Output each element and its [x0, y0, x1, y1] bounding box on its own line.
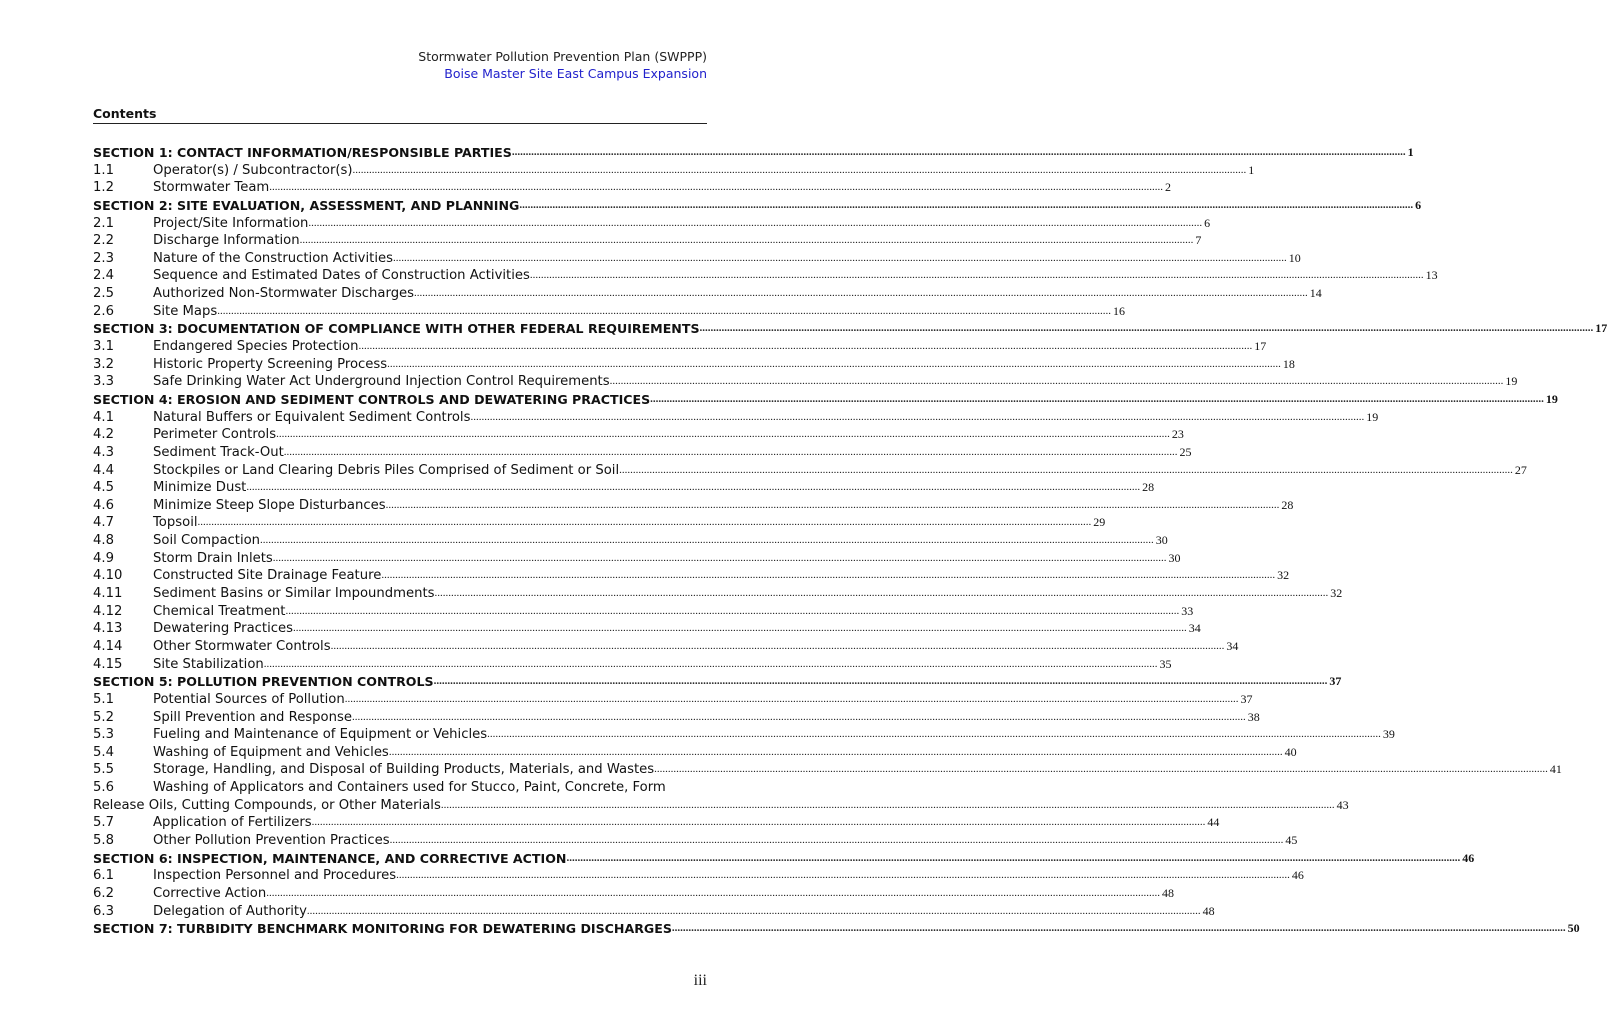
dot-leader	[441, 797, 1335, 815]
toc-entry-page: 46	[1291, 868, 1304, 883]
toc-entry-page: 39	[1382, 727, 1395, 742]
toc-entry-page: 13	[1425, 268, 1438, 283]
toc-entry-title: Nature of the Construction Activities	[153, 250, 393, 266]
toc-entry[interactable]	[93, 409, 1379, 427]
toc-section-entry[interactable]	[93, 320, 1607, 338]
toc-entry-title: SECTION 5: POLLUTION PREVENTION CONTROLS	[93, 674, 434, 690]
toc-section-entry[interactable]	[93, 920, 1580, 938]
toc-entry-page: 50	[1567, 921, 1580, 936]
toc-entry-title: Discharge Information	[153, 233, 300, 249]
toc-entry-number: 4.4	[93, 462, 114, 478]
toc-entry-page: 16	[1112, 303, 1125, 318]
dot-leader	[396, 867, 1290, 885]
toc-entry-title: Authorized Non-Stormwater Discharges	[153, 286, 415, 302]
toc-entry-title: Other Stormwater Controls	[153, 638, 331, 654]
dot-leader	[273, 550, 1167, 568]
toc-entry-title: Sediment Basins or Similar Impoundments	[153, 586, 435, 602]
dot-leader	[512, 144, 1406, 162]
toc-entry-page: 34	[1226, 638, 1239, 653]
toc-entry-number: 5.6	[93, 780, 114, 796]
toc-entry[interactable]	[93, 779, 707, 797]
toc-entry-page: 17	[1254, 339, 1267, 354]
dot-leader	[331, 638, 1225, 656]
dot-leader	[389, 744, 1283, 762]
toc-entry[interactable]	[93, 444, 1192, 462]
toc-entry-page: 32	[1277, 568, 1290, 583]
toc-section-entry[interactable]	[93, 197, 1422, 215]
toc-entry[interactable]	[93, 691, 1253, 709]
toc-section-entry[interactable]	[93, 673, 1342, 691]
toc-entry[interactable]	[93, 585, 1343, 603]
toc-entry-number: 2.2	[93, 233, 114, 249]
page-number: iii	[693, 972, 707, 989]
toc-entry-page: 37	[1329, 674, 1342, 689]
toc-entry-title: SECTION 4: EROSION AND SEDIMENT CONTROLS AND DEWATERING PRACTICES	[93, 391, 651, 407]
toc-entry-title: Stormwater Team	[153, 180, 270, 196]
toc-entry-number: 4.12	[93, 603, 123, 619]
toc-entry[interactable]	[93, 338, 1267, 356]
toc-entry-number: 5.1	[93, 691, 114, 707]
toc-entry[interactable]	[93, 514, 1106, 532]
dot-leader	[650, 391, 1544, 409]
toc-entry-title: Potential Sources of Pollution	[153, 691, 345, 707]
toc-entry-page: 48	[1202, 903, 1215, 918]
toc-entry-page: 43	[1336, 797, 1349, 812]
toc-entry-title: Minimize Dust	[153, 480, 247, 496]
dot-leader	[269, 179, 1163, 197]
toc-entry-number: 5.2	[93, 709, 114, 725]
toc-entry-number: 2.1	[93, 215, 114, 231]
toc-entry[interactable]	[93, 267, 1438, 285]
toc-entry-title: Minimize Steep Slope Disturbances	[153, 497, 386, 513]
toc-entry[interactable]	[93, 232, 1202, 250]
toc-entry-number: 5.4	[93, 744, 114, 760]
dot-leader	[312, 814, 1206, 832]
toc-entry-number: 6.3	[93, 903, 114, 919]
toc-entry[interactable]	[93, 709, 1260, 727]
dot-leader	[345, 691, 1239, 709]
toc-entry-page: 41	[1549, 762, 1562, 777]
toc-entry-page: 34	[1188, 621, 1201, 636]
toc-entry-title: Constructed Site Drainage Feature	[153, 568, 382, 584]
toc-entry-page: 18	[1282, 356, 1295, 371]
toc-entry-number: 3.2	[93, 356, 114, 372]
toc-entry-number: 4.8	[93, 533, 114, 549]
dot-leader	[435, 585, 1329, 603]
toc-entry-title: SECTION 7: TURBIDITY BENCHMARK MONITORING FOR DEWATERING DISCHARGES	[93, 921, 672, 937]
dot-leader	[284, 444, 1178, 462]
toc-entry-number: 4.14	[93, 638, 123, 654]
toc-entry-title: SECTION 3: DOCUMENTATION OF COMPLIANCE WITH OTHER FEDERAL REQUIREMENTS	[93, 321, 700, 337]
toc-entry-title: Washing of Applicators and Containers used for Stucco, Paint, Concrete, Form	[153, 780, 666, 796]
toc-entry-page: 10	[1288, 250, 1301, 265]
toc-entry-page: 6	[1204, 215, 1211, 230]
toc-entry-number: 5.8	[93, 832, 114, 848]
toc-entry[interactable]	[93, 250, 1301, 268]
toc-entry[interactable]	[93, 179, 1172, 197]
toc-entry-page: 23	[1171, 427, 1184, 442]
toc-entry-page: 14	[1309, 286, 1322, 301]
toc-entry[interactable]	[93, 603, 1194, 621]
toc-entry-title: Other Pollution Prevention Practices	[153, 832, 390, 848]
dot-leader	[386, 497, 1280, 515]
dot-leader	[260, 532, 1154, 550]
toc-entry-number: 4.10	[93, 568, 123, 584]
table-of-contents	[93, 144, 1607, 938]
toc-entry-page: 30	[1168, 550, 1181, 565]
toc-entry[interactable]	[93, 373, 1518, 391]
toc-entry-page: 38	[1247, 709, 1260, 724]
toc-entry-title: Sequence and Estimated Dates of Construction Activities	[153, 268, 530, 284]
dot-leader	[300, 232, 1194, 250]
dot-leader	[285, 603, 1179, 621]
dot-leader	[381, 567, 1275, 585]
toc-entry-page: 32	[1330, 586, 1343, 601]
toc-entry[interactable]	[93, 656, 1172, 674]
dot-leader	[610, 373, 1504, 391]
toc-entry[interactable]	[93, 303, 1125, 321]
dot-leader	[353, 162, 1247, 180]
toc-entry-title: Dewatering Practices	[153, 621, 293, 637]
toc-entry-page: 1	[1248, 162, 1255, 177]
toc-entry-title: Application of Fertilizers	[153, 815, 312, 831]
toc-entry[interactable]	[93, 726, 1395, 744]
toc-entry[interactable]	[93, 532, 1168, 550]
toc-entry-title: Historic Property Screening Process	[153, 356, 388, 372]
toc-entry-title: SECTION 2: SITE EVALUATION, ASSESSMENT, AND PLANNING	[93, 197, 520, 213]
dot-leader	[654, 761, 1548, 779]
toc-entry[interactable]	[93, 479, 1155, 497]
toc-entry-title: Safe Drinking Water Act Underground Injection Control Requirements	[153, 374, 610, 390]
toc-entry-number: 5.7	[93, 815, 114, 831]
toc-entry[interactable]	[93, 867, 1304, 885]
dot-leader	[519, 197, 1413, 215]
toc-entry-title: Soil Compaction	[153, 533, 261, 549]
dot-leader	[276, 426, 1170, 444]
toc-entry-page: 30	[1155, 533, 1168, 548]
dot-leader	[393, 250, 1287, 268]
toc-entry[interactable]	[93, 620, 1201, 638]
toc-entry-page: 44	[1207, 815, 1220, 830]
toc-entry-number: 1.1	[93, 162, 114, 178]
toc-section-entry[interactable]	[93, 391, 1558, 409]
toc-entry-title: Storm Drain Inlets	[153, 550, 273, 566]
dot-leader	[530, 267, 1424, 285]
toc-entry-number: 4.15	[93, 656, 123, 672]
toc-entry-page: 27	[1514, 462, 1527, 477]
dot-leader	[358, 338, 1252, 356]
toc-entry-page: 19	[1545, 391, 1558, 406]
toc-entry-title: Inspection Personnel and Procedures	[153, 868, 397, 884]
toc-entry-number: 4.9	[93, 550, 114, 566]
toc-entry-page: 19	[1505, 374, 1518, 389]
toc-section-entry[interactable]	[93, 850, 1475, 868]
toc-entry-page: 37	[1240, 691, 1253, 706]
toc-entry-page: 25	[1179, 444, 1192, 459]
dot-leader	[672, 920, 1566, 938]
toc-entry-number: 4.3	[93, 444, 114, 460]
toc-entry-title: Stockpiles or Land Clearing Debris Piles Comprised of Sediment or Soil	[153, 462, 620, 478]
dot-leader	[414, 285, 1308, 303]
toc-entry-number: 1.2	[93, 180, 114, 196]
toc-entry-page: 6	[1415, 197, 1422, 212]
toc-entry-title: Natural Buffers or Equivalent Sediment Controls	[153, 409, 471, 425]
toc-entry-page: 28	[1142, 480, 1155, 495]
toc-entry-number: 4.1	[93, 409, 114, 425]
dot-leader	[217, 303, 1111, 321]
toc-entry-number: 3.3	[93, 374, 114, 390]
toc-entry[interactable]	[93, 832, 1298, 850]
toc-entry-number: 5.5	[93, 762, 114, 778]
toc-entry-title: Corrective Action	[153, 885, 267, 901]
dot-leader	[352, 709, 1246, 727]
toc-entry-page: 2	[1165, 180, 1172, 195]
toc-entry-number: 4.2	[93, 427, 114, 443]
toc-entry-title: Delegation of Authority	[153, 903, 307, 919]
toc-entry[interactable]	[93, 426, 1184, 444]
dot-leader	[387, 356, 1281, 374]
toc-entry[interactable]	[93, 638, 1239, 656]
dot-leader	[700, 320, 1594, 338]
heading-rule	[93, 123, 707, 124]
dot-leader	[264, 656, 1158, 674]
toc-entry-title: Storage, Handling, and Disposal of Building Products, Materials, and Wastes	[153, 762, 655, 778]
toc-entry-title: Endangered Species Protection	[153, 339, 359, 355]
toc-entry[interactable]	[93, 356, 1295, 374]
toc-entry[interactable]	[93, 215, 1211, 233]
toc-entry-title: Operator(s) / Subcontractor(s)	[153, 162, 353, 178]
dot-leader	[293, 620, 1187, 638]
toc-entry-number: 2.4	[93, 268, 114, 284]
toc-entry[interactable]	[93, 761, 1562, 779]
toc-entry-page: 40	[1284, 744, 1297, 759]
toc-entry[interactable]	[93, 744, 1297, 762]
header-document-title: Stormwater Pollution Prevention Plan (SWPPP)	[418, 49, 707, 64]
toc-entry-title: Sediment Track-Out	[153, 444, 284, 460]
toc-entry[interactable]	[93, 550, 1181, 568]
header-project-name: Boise Master Site East Campus Expansion	[444, 66, 707, 81]
toc-entry[interactable]	[93, 903, 1215, 921]
toc-entry-page: 1	[1407, 145, 1414, 159]
toc-entry-number: 5.3	[93, 727, 114, 743]
toc-entry-page: 17	[1595, 321, 1607, 336]
toc-entry-page: 33	[1181, 603, 1194, 618]
running-header	[418, 48, 707, 82]
toc-entry[interactable]	[93, 497, 1294, 515]
toc-entry-number: 6.1	[93, 868, 114, 884]
toc-entry-page: 46	[1462, 850, 1475, 865]
toc-entry[interactable]	[93, 814, 1220, 832]
toc-entry-number: 4.11	[93, 586, 123, 602]
toc-entry[interactable]	[93, 885, 1174, 903]
toc-entry-number: 4.5	[93, 480, 114, 496]
toc-entry-number: 4.13	[93, 621, 123, 637]
toc-entry-page: 19	[1366, 409, 1379, 424]
contents-heading: Contents	[93, 106, 157, 121]
toc-entry-number: 4.7	[93, 515, 114, 531]
dot-leader	[566, 850, 1460, 868]
dot-leader	[198, 514, 1092, 532]
toc-entry-title: Fueling and Maintenance of Equipment or Vehicles	[153, 727, 488, 743]
toc-entry-page: 29	[1093, 515, 1106, 530]
toc-section-entry[interactable]	[93, 144, 1414, 162]
toc-entry-title: SECTION 1: CONTACT INFORMATION/RESPONSIBLE PARTIES	[93, 145, 512, 160]
toc-entry-number: 2.3	[93, 250, 114, 266]
toc-entry[interactable]	[93, 567, 1290, 585]
toc-entry-page: 28	[1281, 497, 1294, 512]
dot-leader	[619, 462, 1513, 480]
toc-entry[interactable]	[93, 285, 1322, 303]
toc-entry-number: 6.2	[93, 885, 114, 901]
toc-entry-title: SECTION 6: INSPECTION, MAINTENANCE, AND CORRECTIVE ACTION	[93, 850, 567, 866]
dot-leader	[266, 885, 1160, 903]
dot-leader	[307, 903, 1201, 921]
toc-entry-number: 3.1	[93, 339, 114, 355]
toc-entry-page: 35	[1159, 656, 1172, 671]
dot-leader	[434, 673, 1328, 691]
toc-entry-title: Site Stabilization	[153, 656, 264, 672]
toc-entry-number: 4.6	[93, 497, 114, 513]
dot-leader	[308, 215, 1202, 233]
toc-entry-title: Release Oils, Cutting Compounds, or Other Materials	[93, 797, 441, 813]
toc-entry-page: 45	[1285, 832, 1298, 847]
toc-entry-title: Spill Prevention and Response	[153, 709, 352, 725]
toc-entry-title: Washing of Equipment and Vehicles	[153, 744, 389, 760]
toc-entry-title: Perimeter Controls	[153, 427, 277, 443]
toc-entry-title: Project/Site Information	[153, 215, 309, 231]
toc-entry[interactable]	[93, 797, 1349, 815]
toc-entry-title: Topsoil	[153, 515, 198, 531]
toc-entry-title: Site Maps	[153, 303, 218, 319]
toc-entry-page: 7	[1195, 233, 1202, 248]
dot-leader	[390, 832, 1284, 850]
toc-entry[interactable]	[93, 162, 1255, 180]
toc-entry-number: 2.6	[93, 303, 114, 319]
dot-leader	[470, 409, 1364, 427]
dot-leader	[246, 479, 1140, 497]
toc-entry[interactable]	[93, 462, 1527, 480]
toc-entry-title: Chemical Treatment	[153, 603, 286, 619]
dot-leader	[487, 726, 1381, 744]
toc-entry-page: 48	[1161, 885, 1174, 900]
toc-entry-number: 2.5	[93, 286, 114, 302]
